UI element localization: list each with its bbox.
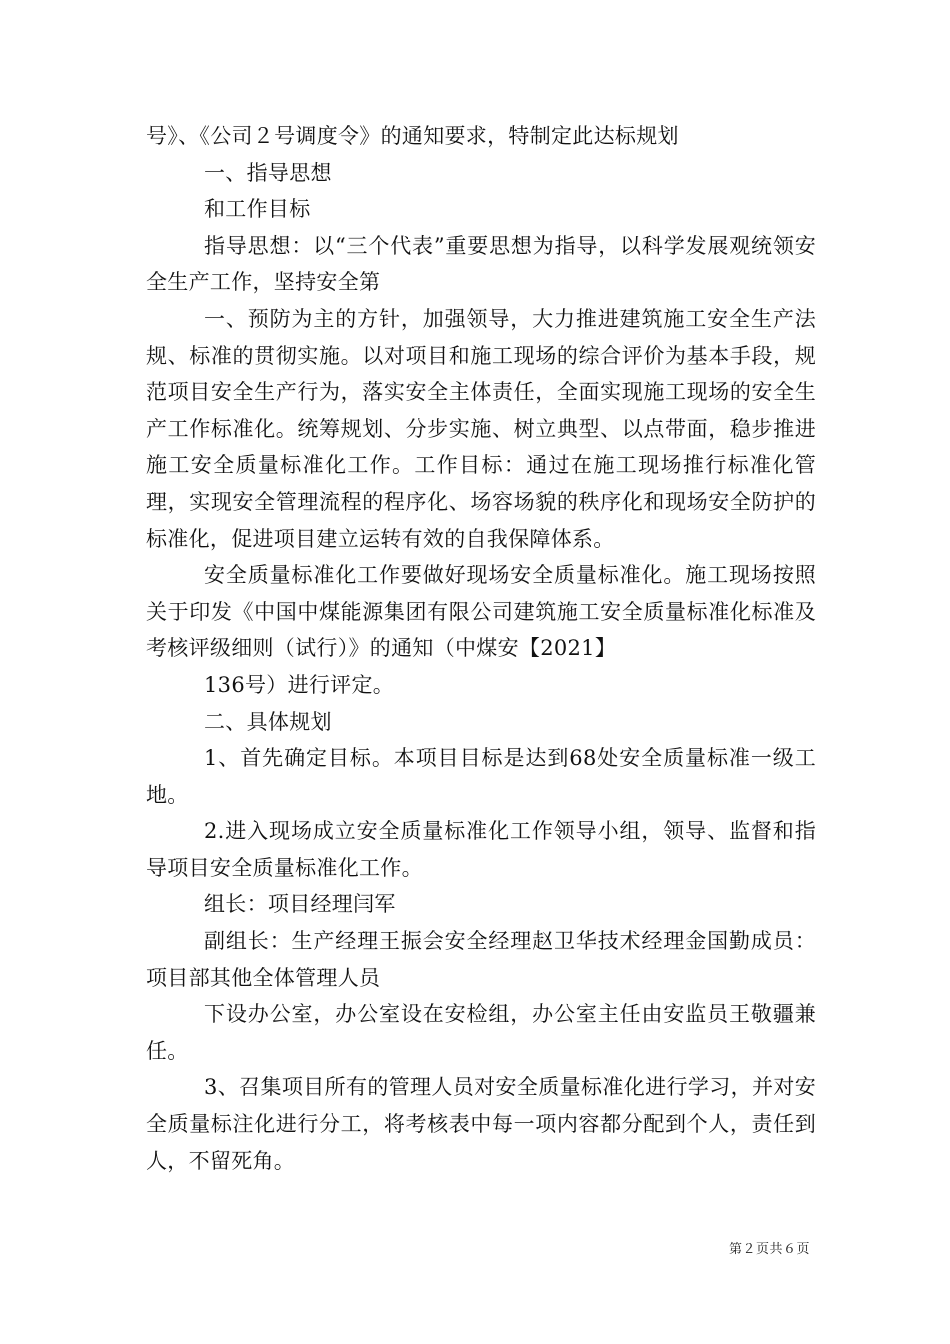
paragraph-standardization-work: 安全质量标准化工作要做好现场安全质量标准化。施工现场按照关于印发《中国中煤能源集团有限公司建筑施工安全质量标准化标准及考核评级细则（试行）》的通知（中煤安【2021】 — [146, 563, 816, 661]
heading-guiding-ideology: 一、指导思想 — [204, 160, 332, 185]
document-body — [146, 118, 816, 1179]
deputy-leaders: 副组长：生产经理王振会安全经理赵卫华技术经理金国勤成员：项目部其他全体管理人员 — [146, 929, 816, 990]
office-setup: 下设办公室，办公室设在安检组，办公室主任由安监员王敬疆兼任。 — [146, 1002, 816, 1063]
list-item-2: 2.进入现场成立安全质量标准化工作领导小组，领导、监督和指导项目安全质量标准化工作。 — [146, 819, 816, 880]
paragraph-evaluation: 136号）进行评定。 — [204, 672, 395, 697]
heading-specific-plan: 二、具体规划 — [204, 709, 332, 734]
page-number: 第２页共６页 — [728, 1242, 810, 1257]
list-item-1: 1、首先确定目标。本项目目标是达到68处安全质量标准一级工地。 — [146, 746, 816, 807]
heading-work-goals: 和工作目标 — [204, 197, 311, 222]
team-leader: 组长：项目经理闫军 — [204, 892, 396, 917]
paragraph-guiding-ideology: 指导思想：以“三个代表”重要思想为指导，以科学发展观统领安全生产工作，坚持安全第 — [146, 233, 816, 295]
list-item-3: 3、召集项目所有的管理人员对安全质量标准化进行学习，并对安全质量标注化进行分工，将考核表中每一项内容都分配到个人，责任到人，不留死角。 — [146, 1075, 816, 1173]
paragraph-prevention-policy: 一、预防为主的方针，加强领导，大力推进建筑施工安全生产法规、标准的贯彻实施。以对项目和施工现场的综合评价为基本手段，规范项目安全生产行为，落实安全主体责任，全面实现施工现场的安全生产工作标准化。统筹规划、分步实施、树立典型、以点带面，稳步推进施工安全质量标准化工作。工作目标：通过在施工现场推行标准化管理，实现安全管理流程的程序化、场容场貌的秩序化和现场安全防护的标准化，促进项目建立运转有效的自我保障体系。 — [146, 306, 816, 551]
paragraph-1: 号》、《公司２号调度令》的通知要求，特制定此达标规划 — [146, 124, 679, 148]
